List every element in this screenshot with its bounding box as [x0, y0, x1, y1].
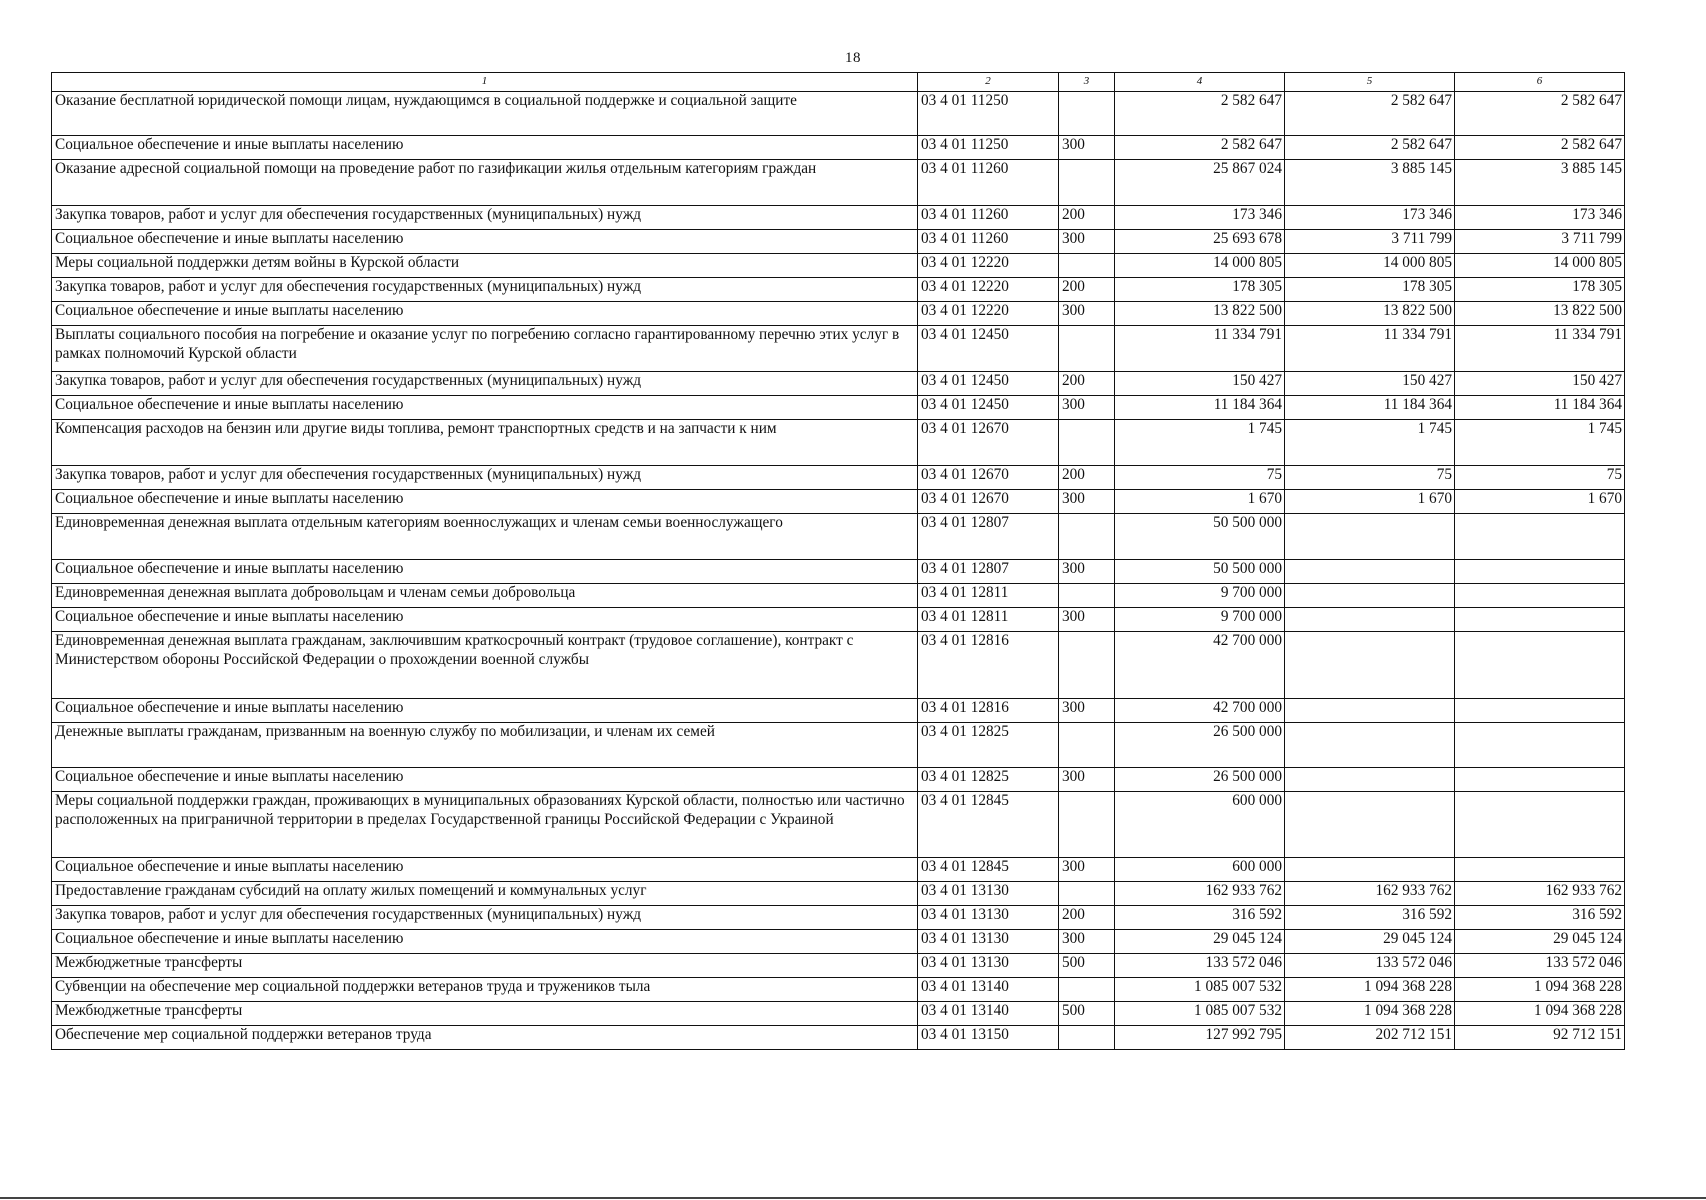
cell-amount-col4: 42 700 000 [1115, 632, 1285, 699]
cell-amount-col6: 1 094 368 228 [1455, 978, 1625, 1002]
cell-amount-col4: 1 745 [1115, 420, 1285, 466]
table-row [52, 882, 1625, 906]
cell-expense-type: 200 [1059, 906, 1115, 930]
cell-amount-col4: 600 000 [1115, 792, 1285, 858]
cell-amount-col4: 600 000 [1115, 858, 1285, 882]
cell-amount-col6: 162 933 762 [1455, 882, 1625, 906]
table-row [52, 230, 1625, 254]
table-row [52, 723, 1625, 768]
cell-expense-type: 200 [1059, 206, 1115, 230]
cell-amount-col4: 75 [1115, 466, 1285, 490]
cell-amount-col6: 1 670 [1455, 490, 1625, 514]
cell-amount-col4: 162 933 762 [1115, 882, 1285, 906]
cell-name: Единовременная денежная выплата добровольцам и членам семьи добровольца [52, 584, 918, 608]
cell-amount-col5: 3 711 799 [1285, 230, 1455, 254]
cell-amount-col4: 42 700 000 [1115, 699, 1285, 723]
table-row [52, 954, 1625, 978]
cell-name: Социальное обеспечение и иные выплаты населению [52, 230, 918, 254]
cell-target-code: 03 4 01 12807 [918, 514, 1059, 560]
table-row [52, 326, 1625, 372]
cell-amount-col5: 2 582 647 [1285, 92, 1455, 136]
cell-expense-type: 300 [1059, 560, 1115, 584]
cell-amount-col4: 316 592 [1115, 906, 1285, 930]
cell-expense-type [1059, 882, 1115, 906]
cell-amount-col5: 2 582 647 [1285, 136, 1455, 160]
cell-expense-type: 300 [1059, 230, 1115, 254]
cell-amount-col6: 316 592 [1455, 906, 1625, 930]
cell-name: Субвенции на обеспечение мер социальной поддержки ветеранов труда и тружеников тыла [52, 978, 918, 1002]
cell-target-code: 03 4 01 12807 [918, 560, 1059, 584]
cell-target-code: 03 4 01 13140 [918, 1002, 1059, 1026]
cell-amount-col4: 26 500 000 [1115, 723, 1285, 768]
cell-amount-col5: 75 [1285, 466, 1455, 490]
cell-amount-col6: 2 582 647 [1455, 136, 1625, 160]
cell-name: Социальное обеспечение и иные выплаты населению [52, 699, 918, 723]
cell-name: Единовременная денежная выплата гражданам, заключившим краткосрочный контракт (трудовое соглашение), контракт с Министерством обороны Российской Федерации о прохождении военной службы [52, 632, 918, 699]
column-header: 3 [1059, 73, 1115, 92]
page-edge-line [0, 1197, 1706, 1199]
cell-amount-col5 [1285, 768, 1455, 792]
cell-expense-type: 300 [1059, 396, 1115, 420]
table-row [52, 858, 1625, 882]
cell-expense-type: 500 [1059, 954, 1115, 978]
cell-name: Обеспечение мер социальной поддержки ветеранов труда [52, 1026, 918, 1050]
column-header: 5 [1285, 73, 1455, 92]
cell-amount-col6: 29 045 124 [1455, 930, 1625, 954]
cell-target-code: 03 4 01 12670 [918, 490, 1059, 514]
cell-amount-col5: 13 822 500 [1285, 302, 1455, 326]
column-header: 6 [1455, 73, 1625, 92]
cell-amount-col6: 11 184 364 [1455, 396, 1625, 420]
cell-name: Социальное обеспечение и иные выплаты населению [52, 396, 918, 420]
cell-target-code: 03 4 01 13140 [918, 978, 1059, 1002]
cell-expense-type: 300 [1059, 136, 1115, 160]
cell-expense-type [1059, 326, 1115, 372]
cell-amount-col5: 14 000 805 [1285, 254, 1455, 278]
cell-name: Единовременная денежная выплата отдельным категориям военнослужащих и членам семьи военнослужащего [52, 514, 918, 560]
cell-amount-col4: 127 992 795 [1115, 1026, 1285, 1050]
cell-target-code: 03 4 01 12220 [918, 302, 1059, 326]
table-row [52, 396, 1625, 420]
cell-amount-col4: 50 500 000 [1115, 514, 1285, 560]
cell-expense-type [1059, 254, 1115, 278]
cell-target-code: 03 4 01 12816 [918, 699, 1059, 723]
cell-amount-col4: 14 000 805 [1115, 254, 1285, 278]
table-row [52, 768, 1625, 792]
cell-target-code: 03 4 01 13130 [918, 882, 1059, 906]
cell-target-code: 03 4 01 12825 [918, 723, 1059, 768]
table-row [52, 608, 1625, 632]
cell-target-code: 03 4 01 12670 [918, 420, 1059, 466]
cell-amount-col5: 150 427 [1285, 372, 1455, 396]
cell-target-code: 03 4 01 12825 [918, 768, 1059, 792]
cell-name: Денежные выплаты гражданам, призванным на военную службу по мобилизации, и членам их семей [52, 723, 918, 768]
cell-target-code: 03 4 01 13130 [918, 906, 1059, 930]
cell-expense-type [1059, 792, 1115, 858]
cell-expense-type: 500 [1059, 1002, 1115, 1026]
cell-target-code: 03 4 01 12845 [918, 858, 1059, 882]
cell-target-code: 03 4 01 13150 [918, 1026, 1059, 1050]
cell-name: Социальное обеспечение и иные выплаты населению [52, 768, 918, 792]
table-row [52, 372, 1625, 396]
cell-expense-type [1059, 160, 1115, 206]
cell-amount-col4: 1 085 007 532 [1115, 978, 1285, 1002]
cell-amount-col6: 13 822 500 [1455, 302, 1625, 326]
cell-expense-type: 300 [1059, 930, 1115, 954]
cell-amount-col4: 150 427 [1115, 372, 1285, 396]
cell-expense-type [1059, 92, 1115, 136]
cell-amount-col4: 133 572 046 [1115, 954, 1285, 978]
cell-target-code: 03 4 01 12811 [918, 608, 1059, 632]
cell-name: Предоставление гражданам субсидий на оплату жилых помещений и коммунальных услуг [52, 882, 918, 906]
cell-expense-type: 200 [1059, 372, 1115, 396]
cell-amount-col5 [1285, 584, 1455, 608]
cell-amount-col5: 133 572 046 [1285, 954, 1455, 978]
cell-expense-type [1059, 723, 1115, 768]
cell-amount-col4: 11 334 791 [1115, 326, 1285, 372]
column-header: 2 [918, 73, 1059, 92]
cell-expense-type: 200 [1059, 278, 1115, 302]
cell-amount-col6: 150 427 [1455, 372, 1625, 396]
cell-target-code: 03 4 01 13130 [918, 930, 1059, 954]
table-row [52, 302, 1625, 326]
cell-amount-col5: 202 712 151 [1285, 1026, 1455, 1050]
cell-amount-col6: 173 346 [1455, 206, 1625, 230]
cell-target-code: 03 4 01 12220 [918, 254, 1059, 278]
cell-expense-type: 300 [1059, 490, 1115, 514]
cell-amount-col6: 1 094 368 228 [1455, 1002, 1625, 1026]
cell-name: Закупка товаров, работ и услуг для обеспечения государственных (муниципальных) нужд [52, 906, 918, 930]
cell-amount-col5: 11 334 791 [1285, 326, 1455, 372]
cell-target-code: 03 4 01 11260 [918, 160, 1059, 206]
budget-table [51, 72, 1625, 1050]
cell-amount-col4: 9 700 000 [1115, 608, 1285, 632]
table-body [52, 92, 1625, 1050]
cell-target-code: 03 4 01 13130 [918, 954, 1059, 978]
cell-target-code: 03 4 01 12670 [918, 466, 1059, 490]
cell-amount-col4: 11 184 364 [1115, 396, 1285, 420]
cell-expense-type: 300 [1059, 858, 1115, 882]
cell-name: Межбюджетные трансферты [52, 1002, 918, 1026]
cell-amount-col5 [1285, 632, 1455, 699]
column-header: 1 [52, 73, 918, 92]
table-row [52, 278, 1625, 302]
cell-name: Закупка товаров, работ и услуг для обеспечения государственных (муниципальных) нужд [52, 466, 918, 490]
cell-amount-col5 [1285, 560, 1455, 584]
table-row [52, 930, 1625, 954]
table-row [52, 906, 1625, 930]
cell-amount-col4: 13 822 500 [1115, 302, 1285, 326]
cell-amount-col5 [1285, 514, 1455, 560]
cell-amount-col5: 162 933 762 [1285, 882, 1455, 906]
table-row [52, 792, 1625, 858]
cell-amount-col4: 50 500 000 [1115, 560, 1285, 584]
cell-name: Закупка товаров, работ и услуг для обеспечения государственных (муниципальных) нужд [52, 278, 918, 302]
table-row [52, 699, 1625, 723]
cell-name: Выплаты социального пособия на погребение и оказание услуг по погребению согласно гарантированному перечню этих услуг в рамках полномочий Курской области [52, 326, 918, 372]
cell-amount-col6: 2 582 647 [1455, 92, 1625, 136]
cell-amount-col5: 1 670 [1285, 490, 1455, 514]
cell-target-code: 03 4 01 12811 [918, 584, 1059, 608]
column-header: 4 [1115, 73, 1285, 92]
cell-expense-type: 300 [1059, 302, 1115, 326]
cell-name: Меры социальной поддержки детям войны в Курской области [52, 254, 918, 278]
cell-amount-col6: 14 000 805 [1455, 254, 1625, 278]
cell-amount-col5 [1285, 699, 1455, 723]
table-row [52, 1026, 1625, 1050]
cell-name: Социальное обеспечение и иные выплаты населению [52, 930, 918, 954]
cell-name: Межбюджетные трансферты [52, 954, 918, 978]
cell-amount-col5: 1 745 [1285, 420, 1455, 466]
page-number: 18 [845, 50, 861, 66]
cell-amount-col5 [1285, 608, 1455, 632]
table-row [52, 92, 1625, 136]
cell-amount-col6 [1455, 608, 1625, 632]
cell-expense-type: 300 [1059, 699, 1115, 723]
cell-name: Компенсация расходов на бензин или другие виды топлива, ремонт транспортных средств и на запчасти к ним [52, 420, 918, 466]
cell-amount-col4: 173 346 [1115, 206, 1285, 230]
table-row [52, 206, 1625, 230]
cell-name: Социальное обеспечение и иные выплаты населению [52, 858, 918, 882]
cell-amount-col6: 1 745 [1455, 420, 1625, 466]
cell-name: Социальное обеспечение и иные выплаты населению [52, 608, 918, 632]
cell-target-code: 03 4 01 11260 [918, 206, 1059, 230]
cell-amount-col4: 9 700 000 [1115, 584, 1285, 608]
cell-amount-col5: 1 094 368 228 [1285, 1002, 1455, 1026]
cell-amount-col6 [1455, 858, 1625, 882]
cell-target-code: 03 4 01 12450 [918, 396, 1059, 420]
cell-target-code: 03 4 01 12816 [918, 632, 1059, 699]
cell-amount-col5: 178 305 [1285, 278, 1455, 302]
cell-amount-col6 [1455, 632, 1625, 699]
cell-amount-col6 [1455, 514, 1625, 560]
cell-expense-type [1059, 584, 1115, 608]
cell-amount-col6: 3 711 799 [1455, 230, 1625, 254]
cell-amount-col4: 25 693 678 [1115, 230, 1285, 254]
cell-amount-col5 [1285, 858, 1455, 882]
table-row [52, 514, 1625, 560]
cell-target-code: 03 4 01 12220 [918, 278, 1059, 302]
cell-amount-col4: 2 582 647 [1115, 136, 1285, 160]
cell-amount-col4: 1 085 007 532 [1115, 1002, 1285, 1026]
cell-amount-col4: 2 582 647 [1115, 92, 1285, 136]
cell-name: Закупка товаров, работ и услуг для обеспечения государственных (муниципальных) нужд [52, 372, 918, 396]
cell-amount-col6 [1455, 723, 1625, 768]
table-row [52, 560, 1625, 584]
cell-amount-col5: 316 592 [1285, 906, 1455, 930]
cell-expense-type [1059, 978, 1115, 1002]
cell-amount-col4: 1 670 [1115, 490, 1285, 514]
table-row [52, 632, 1625, 699]
cell-name: Социальное обеспечение и иные выплаты населению [52, 136, 918, 160]
cell-target-code: 03 4 01 11250 [918, 92, 1059, 136]
cell-amount-col4: 26 500 000 [1115, 768, 1285, 792]
cell-amount-col5: 3 885 145 [1285, 160, 1455, 206]
cell-expense-type: 300 [1059, 768, 1115, 792]
cell-amount-col5 [1285, 792, 1455, 858]
cell-amount-col6 [1455, 768, 1625, 792]
cell-amount-col5: 1 094 368 228 [1285, 978, 1455, 1002]
cell-amount-col6: 75 [1455, 466, 1625, 490]
table-row [52, 254, 1625, 278]
cell-amount-col6 [1455, 792, 1625, 858]
cell-expense-type: 300 [1059, 608, 1115, 632]
cell-amount-col6: 178 305 [1455, 278, 1625, 302]
cell-expense-type: 200 [1059, 466, 1115, 490]
cell-amount-col5: 11 184 364 [1285, 396, 1455, 420]
header-row [52, 73, 1625, 92]
table-row [52, 160, 1625, 206]
cell-amount-col6: 11 334 791 [1455, 326, 1625, 372]
table-row [52, 1002, 1625, 1026]
cell-name: Социальное обеспечение и иные выплаты населению [52, 302, 918, 326]
cell-expense-type [1059, 514, 1115, 560]
table-row [52, 136, 1625, 160]
cell-amount-col4: 29 045 124 [1115, 930, 1285, 954]
cell-amount-col5: 173 346 [1285, 206, 1455, 230]
cell-target-code: 03 4 01 12450 [918, 326, 1059, 372]
cell-name: Оказание адресной социальной помощи на проведение работ по газификации жилья отдельным категориям граждан [52, 160, 918, 206]
cell-name: Социальное обеспечение и иные выплаты населению [52, 490, 918, 514]
cell-expense-type [1059, 420, 1115, 466]
cell-amount-col5 [1285, 723, 1455, 768]
cell-expense-type [1059, 632, 1115, 699]
cell-amount-col6: 133 572 046 [1455, 954, 1625, 978]
cell-amount-col5: 29 045 124 [1285, 930, 1455, 954]
table-row [52, 490, 1625, 514]
cell-name: Меры социальной поддержки граждан, проживающих в муниципальных образованиях Курской области, полностью или частично расположенных на приграничной территории в пределах Государственной границы Российской Федерации с Украиной [52, 792, 918, 858]
cell-target-code: 03 4 01 12450 [918, 372, 1059, 396]
cell-target-code: 03 4 01 12845 [918, 792, 1059, 858]
cell-amount-col4: 178 305 [1115, 278, 1285, 302]
cell-amount-col6: 92 712 151 [1455, 1026, 1625, 1050]
cell-amount-col6 [1455, 560, 1625, 584]
table-row [52, 466, 1625, 490]
cell-expense-type [1059, 1026, 1115, 1050]
table-row [52, 978, 1625, 1002]
cell-amount-col4: 25 867 024 [1115, 160, 1285, 206]
cell-target-code: 03 4 01 11250 [918, 136, 1059, 160]
cell-amount-col6 [1455, 584, 1625, 608]
cell-amount-col6 [1455, 699, 1625, 723]
cell-name: Закупка товаров, работ и услуг для обеспечения государственных (муниципальных) нужд [52, 206, 918, 230]
table-row [52, 420, 1625, 466]
cell-target-code: 03 4 01 11260 [918, 230, 1059, 254]
cell-name: Социальное обеспечение и иные выплаты населению [52, 560, 918, 584]
cell-name: Оказание бесплатной юридической помощи лицам, нуждающимся в социальной поддержке и социальной защите [52, 92, 918, 136]
table-row [52, 584, 1625, 608]
cell-amount-col6: 3 885 145 [1455, 160, 1625, 206]
